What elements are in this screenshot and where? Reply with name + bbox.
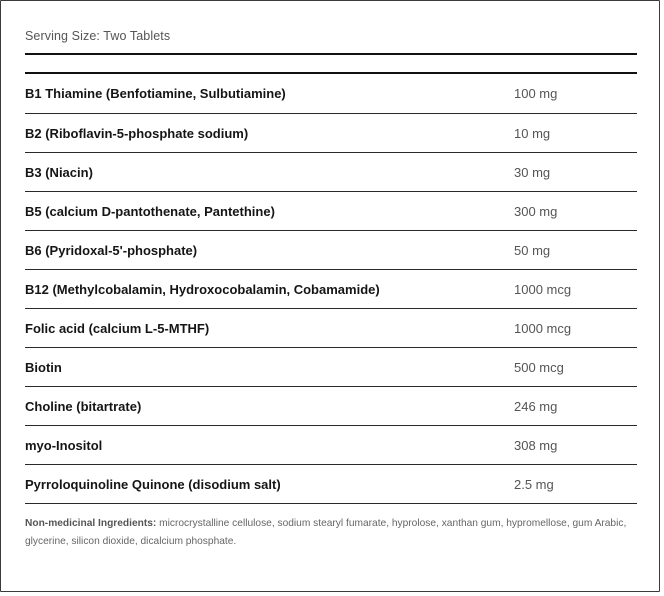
table-row — [25, 309, 637, 348]
ingredient-amount: 10 mg — [514, 126, 551, 141]
ingredient-amount: 500 mcg — [514, 360, 564, 375]
ingredient-amount: 300 mg — [514, 204, 558, 219]
ingredient-amount: 50 mg — [514, 243, 551, 258]
ingredient-name: myo-Inositol — [25, 438, 103, 453]
table-row — [25, 426, 637, 465]
table-row — [25, 465, 637, 504]
table-row — [25, 192, 637, 231]
header-rule-top — [25, 53, 637, 55]
ingredient-amount: 1000 mcg — [514, 321, 572, 336]
table-row — [25, 114, 637, 153]
non-medicinal-label: Non-medicinal Ingredients: — [25, 518, 157, 529]
table-row — [25, 74, 637, 114]
ingredient-name: B5 (calcium D-pantothenate, Pantethine) — [25, 204, 275, 219]
non-medicinal-text: microcrystalline cellulose, sodium stearyl fumarate, hyprolose, xanthan gum, hypromellose, gum Arabic, glycerine, silicon dioxide, dicalcium phosphate. — [25, 518, 627, 547]
ingredient-amount: 1000 mcg — [514, 282, 572, 297]
table-row — [25, 231, 637, 270]
ingredient-name: B12 (Methylcobalamin, Hydroxocobalamin, Cobamamide) — [25, 282, 380, 297]
ingredient-name: B1 Thiamine (Benfotiamine, Sulbutiamine) — [25, 86, 286, 101]
table-row — [25, 348, 637, 387]
table-row — [25, 153, 637, 192]
ingredient-amount: 30 mg — [514, 165, 551, 180]
ingredient-name: Biotin — [25, 360, 62, 375]
ingredient-name: B3 (Niacin) — [25, 165, 93, 180]
serving-size: Serving Size: Two Tablets — [25, 29, 171, 43]
ingredient-amount: 308 mg — [514, 438, 558, 453]
ingredient-name: B2 (Riboflavin-5-phosphate sodium) — [25, 126, 249, 141]
ingredients-table — [25, 74, 637, 504]
ingredient-name: Choline (bitartrate) — [25, 399, 142, 414]
table-row — [25, 270, 637, 309]
ingredient-amount: 246 mg — [514, 399, 558, 414]
table-row — [25, 387, 637, 426]
ingredient-name: B6 (Pyridoxal-5'-phosphate) — [25, 243, 198, 258]
ingredient-name: Pyrroloquinoline Quinone (disodium salt) — [25, 477, 281, 492]
non-medicinal-ingredients — [25, 515, 637, 551]
ingredient-amount: 2.5 mg — [514, 477, 554, 492]
ingredient-amount: 100 mg — [514, 86, 558, 101]
ingredient-name: Folic acid (calcium L-5-MTHF) — [25, 321, 210, 336]
